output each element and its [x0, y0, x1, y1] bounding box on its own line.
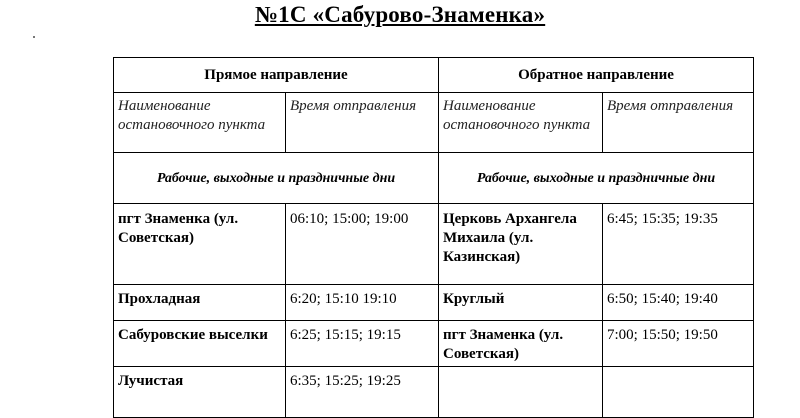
backward-time: [603, 367, 754, 418]
backward-heading: Обратное направление: [439, 58, 754, 93]
forward-heading: Прямое направление: [114, 58, 439, 93]
forward-col-stop: Наименование остановочного пункта: [114, 93, 286, 153]
forward-days: Рабочие, выходные и праздничные дни: [114, 153, 439, 204]
days-row: [114, 153, 754, 204]
backward-col-time: Время отправления: [603, 93, 754, 153]
forward-stop: Сабуровские выселки: [114, 321, 286, 367]
forward-time: 6:20; 15:10 19:10: [286, 285, 439, 321]
direction-header-row: [114, 58, 754, 93]
forward-stop: пгт Знаменка (ул. Советская): [114, 204, 286, 285]
column-header-row: [114, 93, 754, 153]
backward-stop: пгт Знаменка (ул. Советская): [439, 321, 603, 367]
forward-stop: Прохладная: [114, 285, 286, 321]
backward-stop: [439, 367, 603, 418]
page-title: №1С «Сабурово-Знаменка»: [254, 2, 546, 27]
forward-time: 06:10; 15:00; 19:00: [286, 204, 439, 285]
backward-col-stop: Наименование остановочного пункта: [439, 93, 603, 153]
backward-time: 6:50; 15:40; 19:40: [603, 285, 754, 321]
backward-stop: Церковь Архангела Михаила (ул. Казинская): [439, 204, 603, 285]
backward-stop: Круглый: [439, 285, 603, 321]
backward-days: Рабочие, выходные и праздничные дни: [439, 153, 754, 204]
table-row: [114, 285, 754, 321]
table-row: [114, 367, 754, 418]
table-row: [114, 321, 754, 367]
backward-time: 6:45; 15:35; 19:35: [603, 204, 754, 285]
schedule-table: [113, 57, 754, 418]
backward-time: 7:00; 15:50; 19:50: [603, 321, 754, 367]
forward-time: 6:35; 15:25; 19:25: [286, 367, 439, 418]
forward-col-time: Время отправления: [286, 93, 439, 153]
forward-time: 6:25; 15:15; 19:15: [286, 321, 439, 367]
table-row: [114, 204, 754, 285]
forward-stop: Лучистая: [114, 367, 286, 418]
scan-dot: [33, 36, 35, 38]
